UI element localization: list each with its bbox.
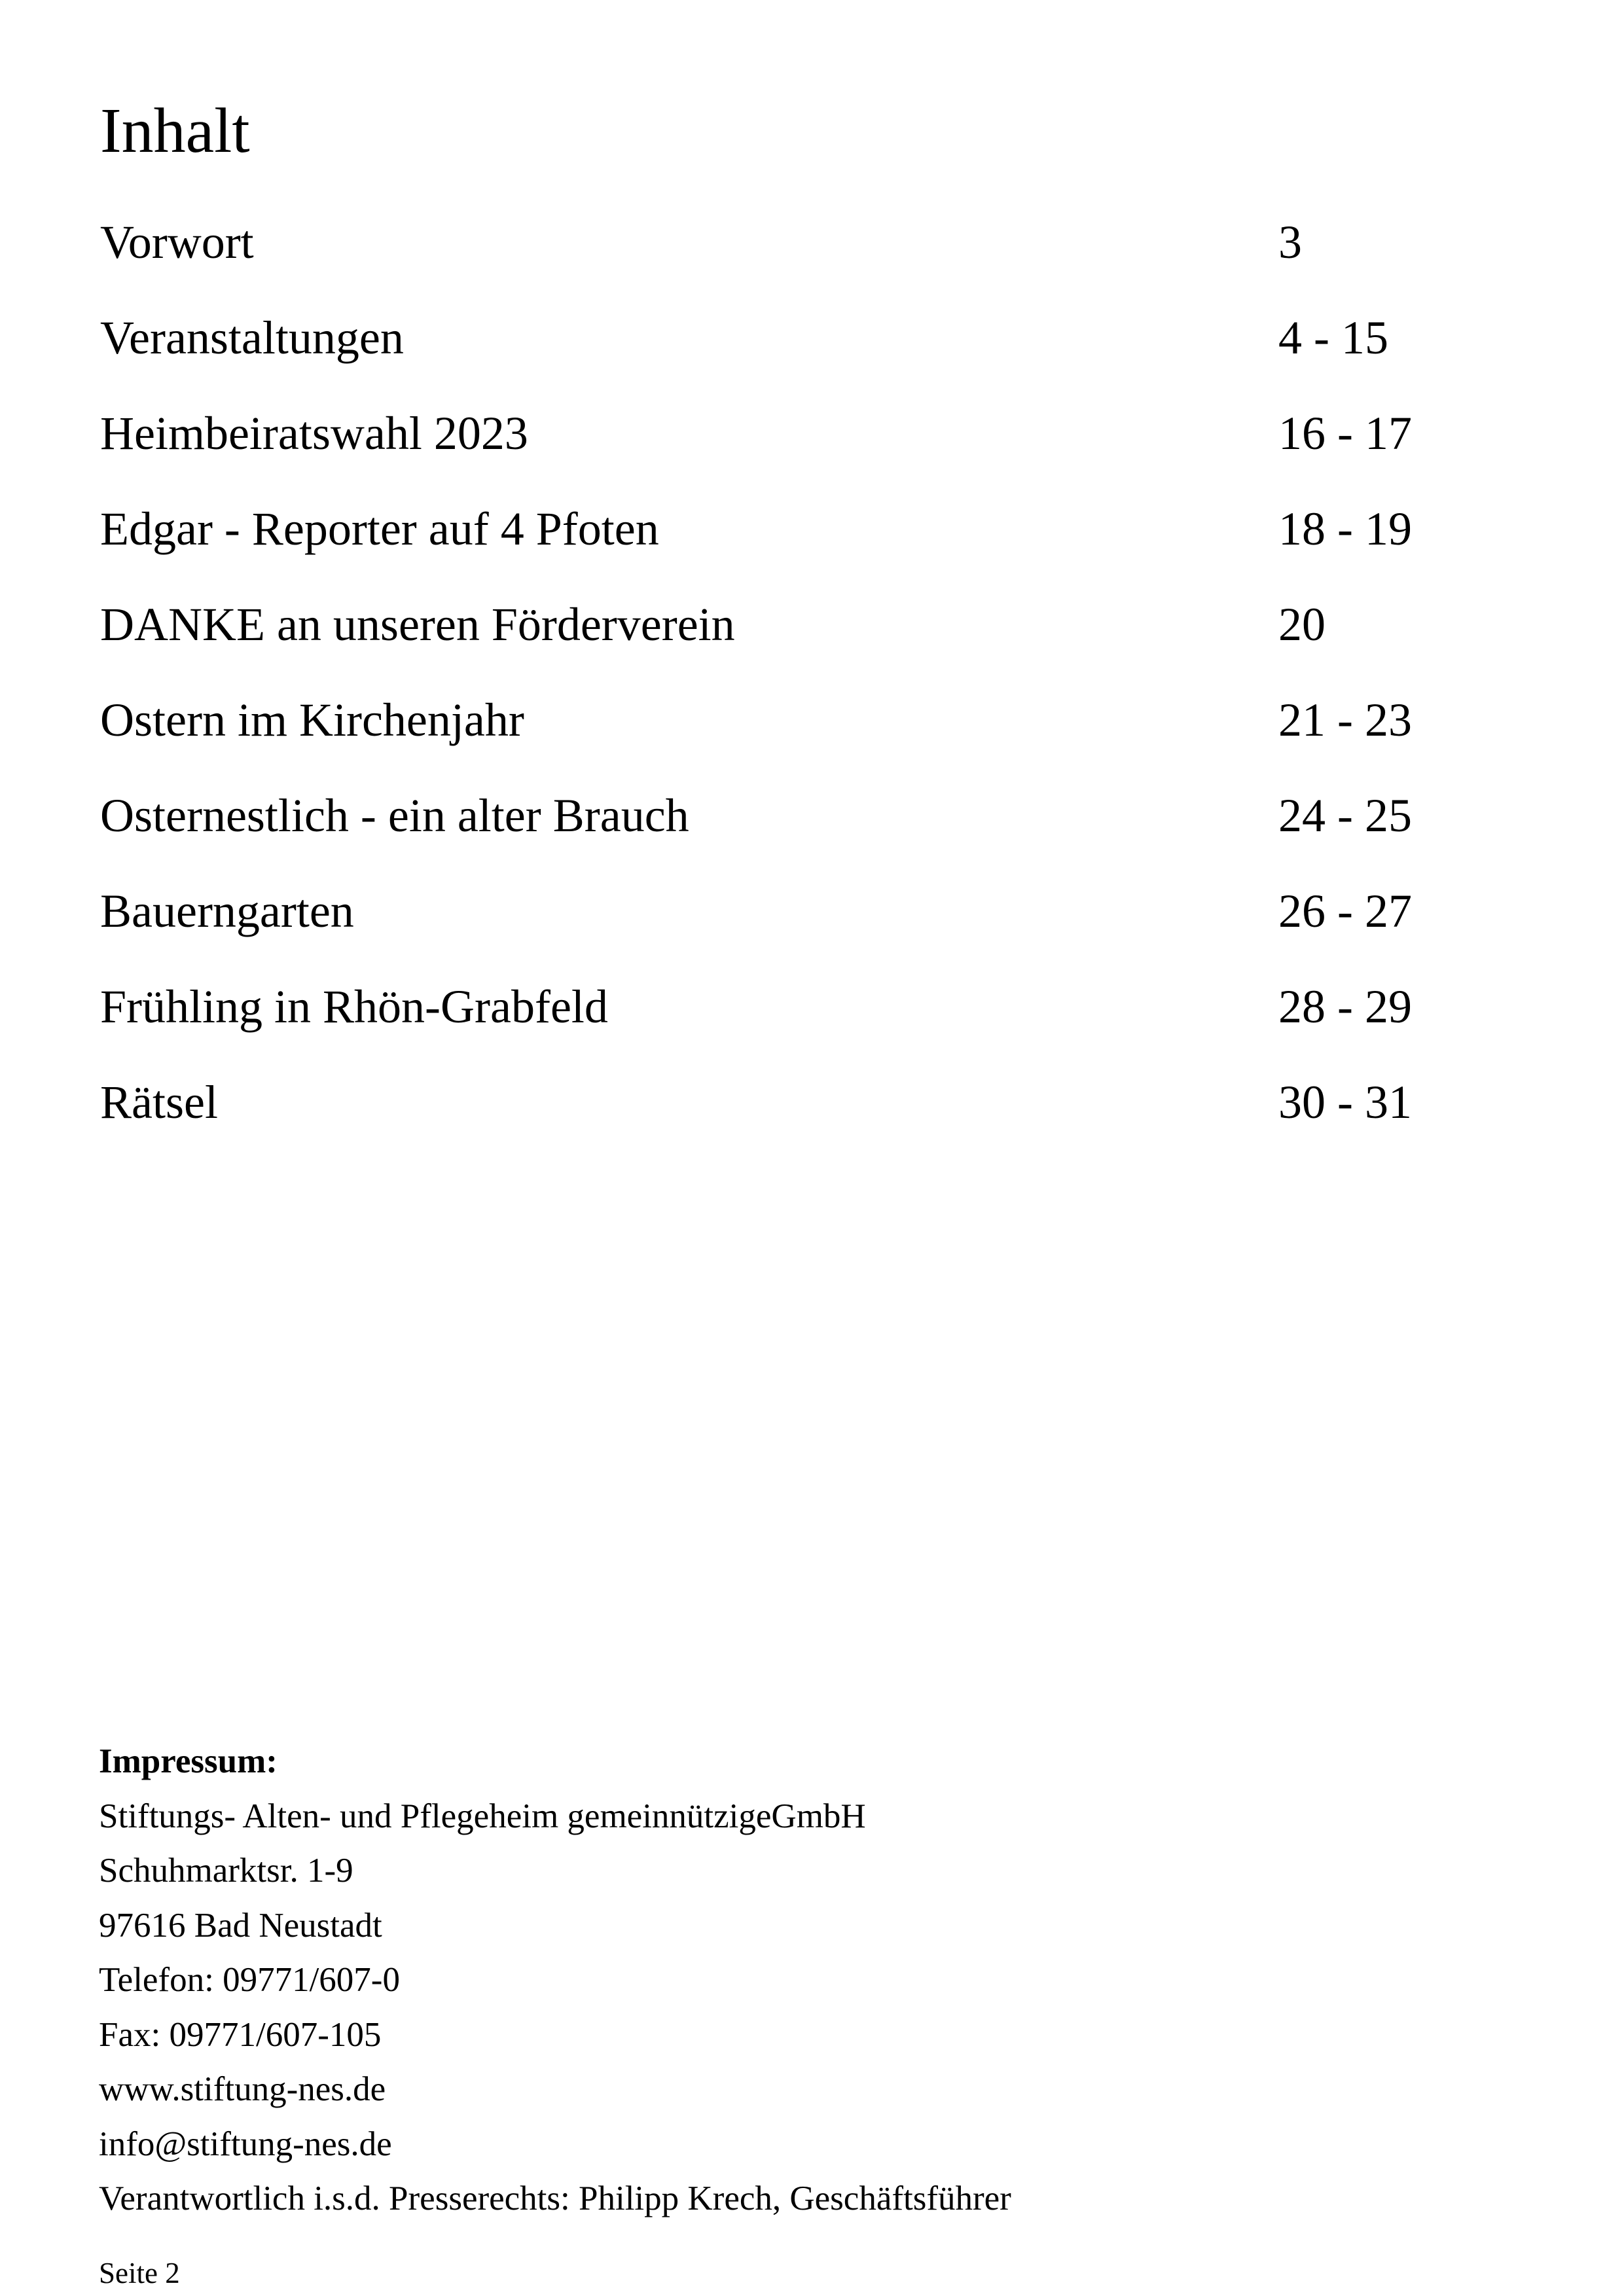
toc-entry-title: Edgar - Reporter auf 4 Pfoten (100, 503, 659, 555)
toc-entry-title: Vorwort (100, 216, 254, 268)
toc-entry-title: Bauerngarten (100, 885, 354, 937)
toc-entry (100, 783, 1475, 878)
toc-entry-pages: 30 - 31 (1278, 1076, 1412, 1128)
toc-entry-pages: 4 - 15 (1278, 312, 1388, 364)
toc-entry (100, 974, 1475, 1069)
impressum-responsible: Verantwortlich i.s.d. Presserechts: Philipp Krech, Geschäftsführer (99, 2179, 1011, 2217)
toc-entry-pages: 28 - 29 (1278, 980, 1412, 1033)
toc-entry-pages: 16 - 17 (1278, 407, 1412, 459)
impressum (99, 1734, 1011, 2227)
impressum-website: www.stiftung-nes.de (99, 2070, 386, 2108)
table-of-contents (100, 209, 1475, 1165)
toc-entry-title: Rätsel (100, 1076, 218, 1128)
toc-entry-pages: 26 - 27 (1278, 885, 1412, 937)
toc-entry-title: Osternestlich - ein alter Brauch (100, 789, 689, 842)
impressum-publisher: Stiftungs- Alten- und Pflegeheim gemeinnützigeGmbH (99, 1797, 866, 1835)
toc-entry (100, 496, 1475, 592)
toc-entry (100, 592, 1475, 687)
toc-entry (100, 687, 1475, 783)
toc-entry (100, 305, 1475, 401)
toc-entry (100, 878, 1475, 974)
page-title: Inhalt (100, 96, 250, 166)
toc-entry-pages: 24 - 25 (1278, 789, 1412, 842)
toc-entry-pages: 18 - 19 (1278, 503, 1412, 555)
impressum-email: info@stiftung-nes.de (99, 2125, 392, 2163)
impressum-phone: Telefon: 09771/607-0 (99, 1961, 400, 1999)
toc-entry-title: Heimbeiratswahl 2023 (100, 407, 528, 459)
impressum-fax: Fax: 09771/607-105 (99, 2015, 382, 2054)
toc-entry (100, 1069, 1475, 1165)
impressum-city: 97616 Bad Neustadt (99, 1906, 382, 1945)
toc-entry-title: Ostern im Kirchenjahr (100, 694, 524, 746)
toc-entry (100, 209, 1475, 305)
toc-entry-pages: 21 - 23 (1278, 694, 1412, 746)
impressum-street: Schuhmarktsr. 1-9 (99, 1852, 353, 1890)
impressum-heading: Impressum: (99, 1742, 278, 1780)
toc-entry-title: DANKE an unseren Förderverein (100, 598, 735, 651)
page-number: Seite 2 (99, 2257, 180, 2289)
toc-entry-title: Frühling in Rhön-Grabfeld (100, 980, 608, 1033)
toc-entry (100, 401, 1475, 496)
toc-entry-title: Veranstaltungen (100, 312, 404, 364)
toc-entry-pages: 3 (1278, 216, 1302, 268)
toc-entry-pages: 20 (1278, 598, 1326, 651)
